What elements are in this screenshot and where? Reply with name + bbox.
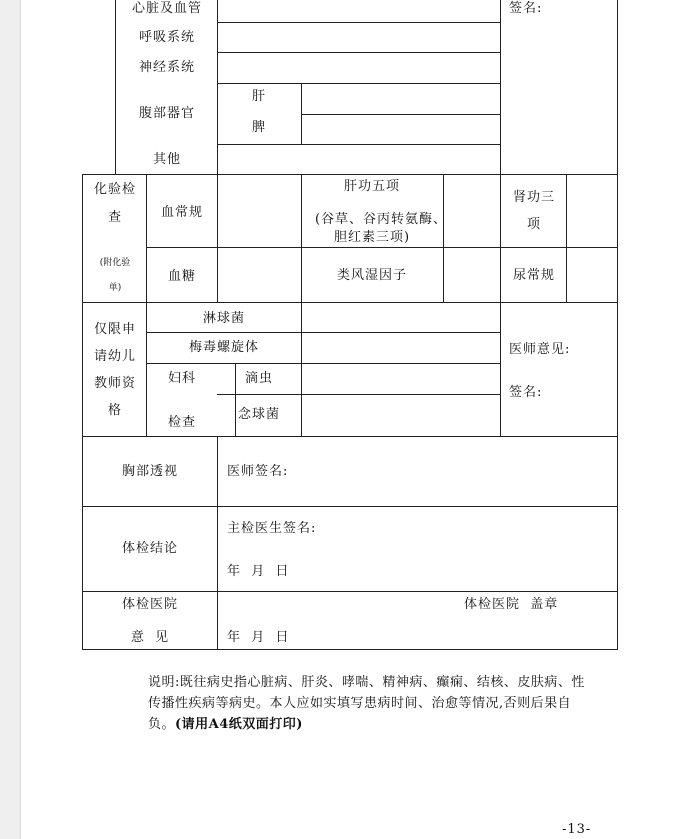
kindergarten-title-line4: 格 xyxy=(107,403,123,418)
rule xyxy=(146,174,147,436)
nervous-label: 神经系统 xyxy=(138,60,196,75)
rule xyxy=(500,174,501,436)
syphilis-label: 梅毒螺旋体 xyxy=(188,340,260,355)
hospital-date: 年 月 日 xyxy=(227,630,290,645)
rule xyxy=(82,174,83,650)
blood-sugar-label: 血糖 xyxy=(167,269,197,284)
rule xyxy=(217,394,500,395)
top-signature-label: 签名: xyxy=(509,1,543,16)
rule xyxy=(235,363,236,436)
rule xyxy=(217,22,500,23)
rule xyxy=(217,0,218,174)
hospital-label-line1: 体检医院 xyxy=(121,597,179,612)
doctor-opinion-label: 医师意见: xyxy=(509,342,571,357)
rule xyxy=(82,436,618,437)
liver-function-title: 肝功五项 xyxy=(343,179,401,194)
rule xyxy=(566,174,567,302)
rheumatoid-factor-label: 类风湿因子 xyxy=(336,268,408,283)
heart-label: 心脏及血管 xyxy=(131,1,203,16)
kidney-function-line2: 项 xyxy=(526,217,542,232)
gynecology-line1: 妇科 xyxy=(167,371,197,386)
rule xyxy=(217,52,500,53)
kidney-function-line1: 肾功三 xyxy=(512,190,556,205)
lab-group-title-line2: 查 xyxy=(107,210,123,225)
spleen-label: 脾 xyxy=(251,120,267,135)
liver-label: 肝 xyxy=(251,89,267,104)
rule xyxy=(217,144,500,145)
kindergarten-title-line3: 教师资 xyxy=(93,376,137,391)
urine-routine-label: 尿常规 xyxy=(512,268,556,283)
rule xyxy=(617,0,618,650)
chief-doctor-signature: 主检医生签名: xyxy=(227,521,317,536)
kindergarten-title-line2: 请幼儿 xyxy=(93,349,137,364)
rule xyxy=(82,591,618,592)
candida-label: 念球菌 xyxy=(237,407,281,422)
chest-doctor-signature: 医师签名: xyxy=(227,464,289,479)
left-margin-bar xyxy=(0,0,21,839)
respiratory-label: 呼吸系统 xyxy=(138,30,196,45)
rule xyxy=(500,0,501,174)
chest-xray-label: 胸部透视 xyxy=(121,464,179,479)
abdomen-label: 腹部器官 xyxy=(138,106,196,121)
rule xyxy=(115,0,116,174)
hospital-stamp: 体检医院 盖章 xyxy=(464,597,559,612)
lab-note-line2: 单) xyxy=(108,283,122,293)
rule xyxy=(82,649,618,650)
rule xyxy=(82,506,618,507)
rule xyxy=(301,114,500,115)
liver-function-detail-line2: 胆红素三项) xyxy=(333,230,411,245)
rule xyxy=(301,83,302,144)
rule xyxy=(146,363,500,364)
rule xyxy=(217,83,500,84)
rule xyxy=(217,436,218,650)
other-label: 其他 xyxy=(152,152,182,167)
hospital-label-line2: 意 见 xyxy=(130,630,170,645)
rule xyxy=(146,332,500,333)
trichomonas-label: 滴虫 xyxy=(244,371,274,386)
note-text: 说明:既往病史指心脏病、肝炎、哮喘、精神病、癫痫、结核、皮肤病、性传播性疾病等病史。本人应如实填写患病时间、治愈等情况,否则后果自负。 xyxy=(148,675,585,732)
rule xyxy=(82,174,618,175)
blood-routine-label: 血常规 xyxy=(160,205,204,220)
kindergarten-signature-label: 签名: xyxy=(509,385,543,400)
gonorrhea-label: 淋球菌 xyxy=(202,311,246,326)
rule xyxy=(301,174,302,436)
explanatory-note xyxy=(148,672,598,735)
rule xyxy=(217,174,218,302)
rule xyxy=(82,302,618,303)
lab-group-title-line1: 化验检 xyxy=(93,182,137,197)
lab-note-line1: (附化验 xyxy=(99,258,131,268)
liver-function-detail-line1: (谷草、谷丙转氨酶、 xyxy=(314,212,448,227)
kindergarten-title-line1: 仅限申 xyxy=(93,322,137,337)
rule xyxy=(443,174,444,302)
gynecology-line2: 检查 xyxy=(167,415,197,430)
page-number: -13- xyxy=(562,822,592,837)
conclusion-label: 体检结论 xyxy=(121,541,179,556)
conclusion-date: 年 月 日 xyxy=(227,564,290,579)
print-instruction: (请用A4纸双面打印) xyxy=(175,717,303,732)
